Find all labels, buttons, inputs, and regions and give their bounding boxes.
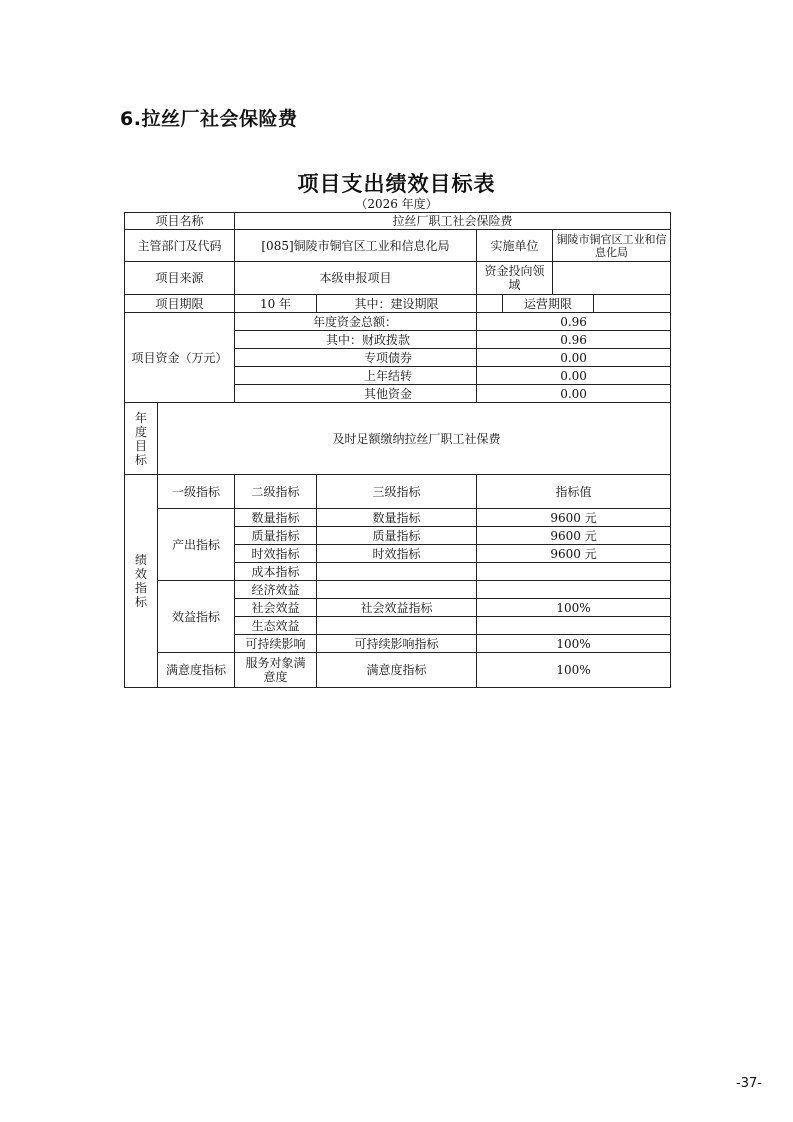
table-row (125, 403, 671, 475)
table-row (125, 313, 671, 331)
value-header: 指标值 (477, 475, 671, 509)
level3-cell: 数量指标 (317, 509, 477, 527)
funds-label: 项目资金（万元） (125, 313, 235, 403)
ops-period-label: 运营期限 (503, 295, 594, 313)
level3-cell: 时效指标 (317, 545, 477, 563)
period-label: 项目期限 (125, 295, 235, 313)
value-cell: 9600 元 (477, 545, 671, 563)
dept-value: [085]铜陵市铜官区工业和信息化局 (235, 230, 477, 262)
value-cell: 100% (477, 653, 671, 688)
source-label: 项目来源 (125, 262, 235, 295)
table-row (125, 295, 671, 313)
fund-other-label: 其他资金 (235, 385, 477, 403)
value-cell (477, 617, 671, 635)
project-name-label: 项目名称 (125, 213, 235, 230)
level3-header: 三级指标 (317, 475, 477, 509)
fund-other-value: 0.00 (477, 385, 671, 403)
table-row (125, 230, 671, 262)
table-subtitle: （2026 年度） (355, 197, 438, 211)
page-number: -37- (736, 1076, 762, 1091)
value-cell: 9600 元 (477, 509, 671, 527)
table-row (125, 475, 671, 509)
value-cell: 100% (477, 635, 671, 653)
level1-header: 一级指标 (158, 475, 235, 509)
level2-cell: 社会效益 (235, 599, 317, 617)
build-period-label: 其中：建设期限 (317, 295, 477, 313)
satisfaction-indicator-group: 满意度指标 (158, 653, 235, 688)
annual-goal-text: 及时足额缴纳拉丝厂职工社保费 (158, 403, 671, 475)
level2-cell: 成本指标 (235, 563, 317, 581)
level2-cell: 质量指标 (235, 527, 317, 545)
level2-cell: 时效指标 (235, 545, 317, 563)
level2-cell: 生态效益 (235, 617, 317, 635)
fund-total-label: 年度资金总额： (235, 313, 477, 331)
direction-value (553, 262, 671, 295)
benefit-indicator-group: 效益指标 (158, 581, 235, 653)
fund-carryover-label: 上年结转 (235, 367, 477, 385)
ops-period-value (594, 295, 671, 313)
impl-value: 铜陵市铜官区工业和信息化局 (553, 230, 671, 262)
level2-header: 二级指标 (235, 475, 317, 509)
build-period-value (477, 295, 503, 313)
level3-cell: 质量指标 (317, 527, 477, 545)
fund-carryover-value: 0.00 (477, 367, 671, 385)
fund-bond-label: 专项债券 (235, 349, 477, 367)
value-cell (477, 581, 671, 599)
section-heading: 6.拉丝厂社会保险费 (120, 108, 298, 130)
value-cell (477, 563, 671, 581)
level3-cell (317, 617, 477, 635)
table-row (125, 509, 671, 527)
value-cell: 100% (477, 599, 671, 617)
annual-goal-label: 年度目标 (125, 403, 158, 475)
level3-cell: 满意度指标 (317, 653, 477, 688)
level3-cell (317, 563, 477, 581)
table-row (125, 213, 671, 230)
value-cell: 9600 元 (477, 527, 671, 545)
direction-label: 资金投向领域 (477, 262, 553, 295)
level2-cell: 可持续影响 (235, 635, 317, 653)
project-name-value: 拉丝厂职工社会保险费 (235, 213, 671, 230)
level3-cell (317, 581, 477, 599)
table-row (125, 581, 671, 599)
period-value: 10 年 (235, 295, 317, 313)
table-row (125, 653, 671, 688)
dept-label: 主管部门及代码 (125, 230, 235, 262)
perf-indicators-label: 绩效指标 (125, 475, 158, 688)
performance-target-table (124, 212, 671, 688)
output-indicator-group: 产出指标 (158, 509, 235, 581)
fund-fiscal-label: 其中：财政拨款 (235, 331, 477, 349)
level2-cell: 经济效益 (235, 581, 317, 599)
fund-bond-value: 0.00 (477, 349, 671, 367)
table-row (125, 262, 671, 295)
source-value: 本级申报项目 (235, 262, 477, 295)
level2-cell: 服务对象满意度 (235, 653, 317, 688)
level3-cell: 可持续影响指标 (317, 635, 477, 653)
level2-cell: 数量指标 (235, 509, 317, 527)
impl-label: 实施单位 (477, 230, 553, 262)
fund-fiscal-value: 0.96 (477, 331, 671, 349)
fund-total-value: 0.96 (477, 313, 671, 331)
level3-cell: 社会效益指标 (317, 599, 477, 617)
table-title: 项目支出绩效目标表 (297, 172, 496, 196)
